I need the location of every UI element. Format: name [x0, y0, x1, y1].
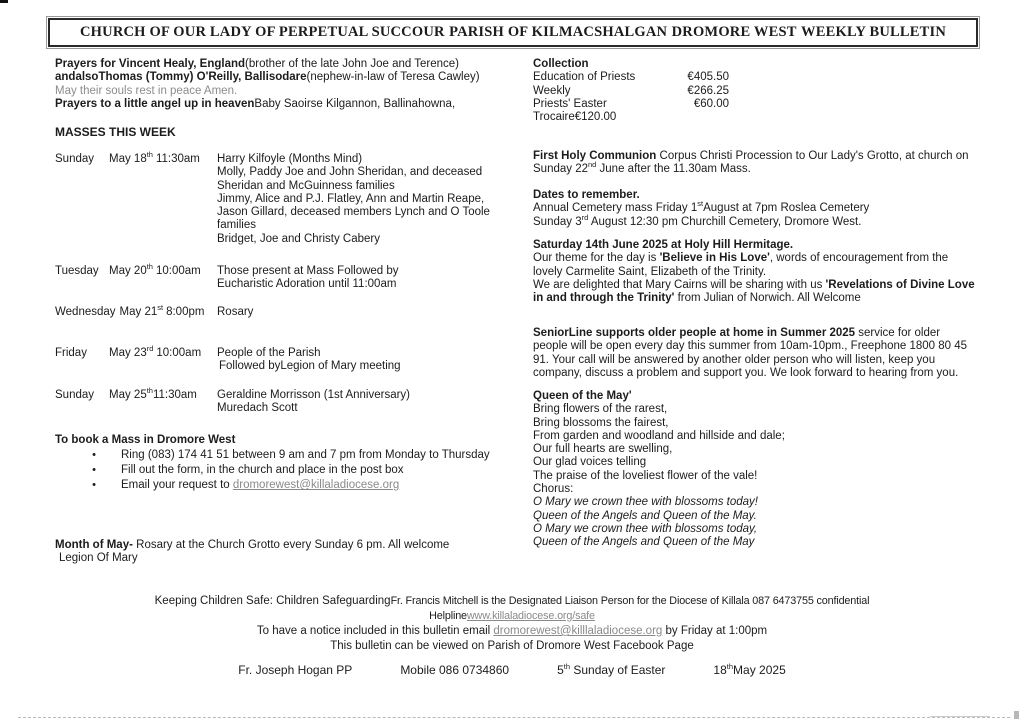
- book-mass-heading: To book a Mass in Dromore West: [55, 434, 236, 446]
- book-mass-bullet-email: • Email your request to dromorewest@killaladiocese.org: [55, 479, 530, 492]
- mass-intentions: Harry Kilfoyle (Months Mind) Molly, Paddy Joe and John Sheridan, and deceased Sheridan and McGuinness families Jimmy, Alice and P.J. Flatley, Ann and Martin Reape, Jason Gillard, deceased members Lynch and O Toole families Bridget, Joe and Christy Cabery: [217, 153, 490, 245]
- hermitage-section: [533, 239, 975, 305]
- mass-datetime: Sunday May 18th 11:30am: [55, 150, 200, 165]
- prayers-line-3: May their souls rest in peace Amen.: [55, 84, 238, 97]
- notice-line: To have a notice included in this bulletin email dromorewest@killlaladiocese.org by Friday at 1:00pm: [256, 625, 768, 637]
- collection-row: Priests' Easter €60.00: [533, 97, 729, 110]
- mass-intentions: Geraldine Morrisson (1st Anniversary) Muredach Scott: [217, 389, 411, 415]
- safeguarding-line: Keeping Children Safe: Children SafeguardingFr. Francis Mitchell is the Designated Liaison Person for the Diocese of Killala 087 6473755 confidential: [154, 595, 870, 607]
- signature-line: [0, 664, 1024, 677]
- legion-line: Legion Of Mary: [59, 552, 138, 565]
- mass-intentions: Rosary: [217, 306, 254, 318]
- hymn-line: The praise of the loveliest flower of the vale!: [533, 469, 758, 482]
- priest-mobile: Mobile 086 0734860: [400, 663, 510, 677]
- notice-email-link[interactable]: dromorewest@killlaladiocese.org: [493, 625, 663, 637]
- prayers-line-1: Prayers for Vincent Healy, England(brother of the late John Joe and Terence): [55, 58, 459, 70]
- scan-artifact-bottom-line: [18, 717, 1010, 718]
- dates-to-remember-section: [533, 189, 973, 229]
- first-holy-communion-section: First Holy Communion Corpus Christi Procession to Our Lady's Grotto, at church on Sunday 22nd June after the 11.30am Mass.: [533, 150, 969, 176]
- masses-heading: MASSES THIS WEEK: [55, 125, 176, 139]
- mass-intentions: Those present at Mass Followed by Eucharistic Adoration until 11:00am: [217, 265, 399, 291]
- place-title: DROMORE WEST: [671, 24, 797, 40]
- hymn-chorus-line: O Mary we crown thee with blossoms today,: [533, 522, 758, 535]
- queen-heading: Queen of the May': [533, 390, 632, 402]
- bulletin-date: 18thMay 2025: [713, 662, 786, 677]
- prayers-line-2: andalsoThomas (Tommy) O'Reilly, Ballisodare(nephew-in-law of Teresa Cawley): [55, 71, 480, 84]
- hymn-chorus-line: Queen of the Angels and Queen of the May.: [533, 509, 757, 522]
- prayers-line-4: Prayers to a little angel up in heavenBaby Saoirse Kilgannon, Ballinahowna,: [55, 97, 456, 110]
- safeguarding-helpline-link[interactable]: www.killaladiocese.org/safe: [466, 610, 595, 622]
- scan-artifact-corner: [0, 0, 8, 3]
- mass-datetime: Tuesday May 20th 10:00am: [55, 262, 201, 277]
- mass-schedule: [55, 152, 530, 432]
- hymn-line: Bring blossoms the fairest,: [533, 416, 669, 429]
- hermitage-heading: Saturday 14th June 2025 at Holy Hill Hermitage.: [533, 239, 794, 251]
- mass-datetime: Sunday May 25th11:30am: [55, 386, 197, 401]
- hymn-line: Bring flowers of the rarest,: [533, 403, 668, 416]
- hymn-chorus-line: O Mary we crown thee with blossoms today!: [533, 496, 758, 509]
- helpline-line: Helplinewww.killaladiocese.org/safe: [429, 610, 595, 622]
- cemetery-mass-roslea: Annual Cemetery mass Friday 1stAugust at 7pm Roslea Cemetery: [533, 199, 870, 215]
- scan-artifact-right-mark: [1014, 711, 1019, 719]
- bullet-icon: •: [92, 464, 96, 477]
- booking-email-link[interactable]: dromorewest@killaladiocese.org: [232, 479, 400, 492]
- mass-row-wednesday-21: [55, 303, 525, 319]
- hermitage-theme: Our theme for the day is 'Believe in His Love', words of encouragement from the lovely Carmelite Saint, Elizabeth of the Trinity.: [533, 252, 949, 278]
- mass-intentions: People of the Parish Followed byLegion of Mary meeting: [217, 347, 401, 373]
- month-of-may-section: [55, 539, 530, 566]
- hymn-line: Our glad voices telling: [533, 456, 647, 469]
- bullet-icon: •: [92, 479, 96, 492]
- mass-row-friday-23: [55, 344, 525, 374]
- collection-heading: Collection: [533, 58, 589, 70]
- bulletin-title: WEEKLY BULLETIN: [801, 24, 946, 40]
- seniorline-section: SeniorLine supports older people at home in Summer 2025 service for older people will be open every day this summer from 10am-10pm., Freephone 1800 80 45 91. Your call will be answered by another older person who will listen, keep you company, discuss a problem and support you. We look forward to hearing from you.: [533, 327, 968, 379]
- bullet-icon: •: [92, 449, 96, 462]
- collection-section: [533, 58, 973, 124]
- priest-name: Fr. Joseph Hogan PP: [238, 663, 353, 677]
- collection-row: Weekly €266.25: [533, 84, 729, 97]
- book-mass-bullet-form: • Fill out the form, in the church and place in the post box: [55, 464, 530, 477]
- hymn-chorus-line: Queen of the Angels and Queen of the May: [533, 536, 755, 549]
- hymn-line: Our full hearts are swelling,: [533, 443, 673, 456]
- cemetery-mass-churchill: Sunday 3rd August 12:30 pm Churchill Cemetery, Dromore West.: [533, 212, 862, 228]
- queen-of-may-section: [533, 390, 973, 550]
- mass-datetime: Friday May 23rd 10:00am: [55, 344, 202, 359]
- hymn-line: From garden and woodland and hillside and dale;: [533, 429, 785, 442]
- hymn-chorus-label: Chorus:: [533, 483, 574, 496]
- mass-row-sunday-18: [55, 150, 525, 246]
- mass-row-tuesday-20: [55, 262, 525, 292]
- collection-row: Education of Priests €405.50: [533, 71, 729, 84]
- book-mass-section: [55, 434, 530, 493]
- scan-artifact-bottom-dark: [930, 716, 990, 717]
- header-banner: [48, 18, 978, 47]
- dates-heading: Dates to remember.: [533, 189, 640, 201]
- month-of-may-line: Month of May- Rosary at the Church Grotto every Sunday 6 pm. All welcome: [55, 539, 450, 551]
- book-mass-bullet-ring: • Ring (083) 174 41 51 between 9 am and 7 pm from Monday to Thursday: [55, 449, 530, 462]
- church-title: CHURCH OF OUR LADY OF PERPETUAL SUCCOUR: [80, 24, 445, 40]
- facebook-line: This bulletin can be viewed on Parish of Dromore West Facebook Page: [330, 640, 694, 652]
- collection-trocaire: Trocaire€120.00: [533, 111, 617, 124]
- prayers-section: [55, 58, 530, 111]
- parish-title: PARISH OF KILMACSHALGAN: [449, 24, 668, 40]
- mass-datetime: Wednesday May 21st 8:00pm: [55, 303, 205, 318]
- mass-row-sunday-25: [55, 386, 525, 416]
- liturgical-sunday: 5th Sunday of Easter: [557, 662, 666, 677]
- hermitage-speaker: We are delighted that Mary Cairns will be sharing with us 'Revelations of Divine Love in and through the Trinity' from Julian of Norwich. All Welcome: [533, 278, 975, 305]
